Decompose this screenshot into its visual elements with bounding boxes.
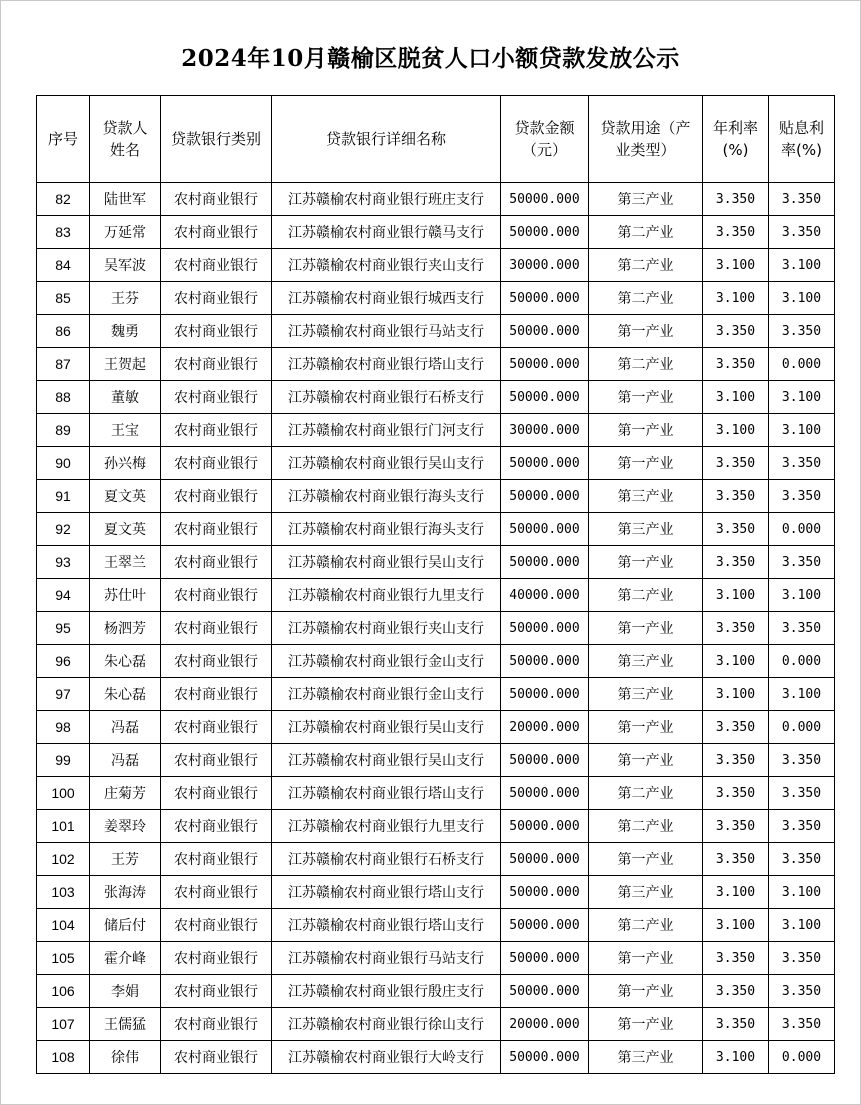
- cell-bank-detail: 江苏赣榆农村商业银行徐山支行: [272, 1008, 501, 1041]
- cell-rate: 3.100: [703, 678, 769, 711]
- cell-rate: 3.350: [703, 1008, 769, 1041]
- cell-bank-type: 农村商业银行: [161, 744, 272, 777]
- cell-borrower-name: 朱心磊: [90, 678, 161, 711]
- cell-amount: 50000.000: [501, 909, 589, 942]
- cell-subsidy-rate: 3.350: [769, 777, 835, 810]
- cell-seq: 103: [37, 876, 90, 909]
- cell-usage: 第一产业: [589, 843, 703, 876]
- cell-seq: 84: [37, 249, 90, 282]
- cell-rate: 3.350: [703, 975, 769, 1008]
- cell-usage: 第一产业: [589, 744, 703, 777]
- cell-subsidy-rate: 3.350: [769, 1008, 835, 1041]
- cell-subsidy-rate: 3.350: [769, 315, 835, 348]
- cell-bank-detail: 江苏赣榆农村商业银行吴山支行: [272, 447, 501, 480]
- cell-borrower-name: 魏勇: [90, 315, 161, 348]
- cell-usage: 第三产业: [589, 645, 703, 678]
- cell-subsidy-rate: 3.100: [769, 678, 835, 711]
- cell-amount: 50000.000: [501, 942, 589, 975]
- cell-subsidy-rate: 3.100: [769, 249, 835, 282]
- cell-seq: 95: [37, 612, 90, 645]
- cell-usage: 第一产业: [589, 612, 703, 645]
- table-row: [37, 579, 835, 612]
- table-row: [37, 348, 835, 381]
- cell-bank-type: 农村商业银行: [161, 282, 272, 315]
- cell-usage: 第二产业: [589, 282, 703, 315]
- cell-borrower-name: 王贺起: [90, 348, 161, 381]
- cell-seq: 104: [37, 909, 90, 942]
- header-bank-type: 贷款银行类别: [161, 96, 272, 183]
- cell-usage: 第二产业: [589, 216, 703, 249]
- cell-rate: 3.350: [703, 612, 769, 645]
- cell-rate: 3.100: [703, 414, 769, 447]
- cell-bank-detail: 江苏赣榆农村商业银行吴山支行: [272, 744, 501, 777]
- cell-rate: 3.350: [703, 348, 769, 381]
- cell-bank-detail: 江苏赣榆农村商业银行夹山支行: [272, 249, 501, 282]
- cell-borrower-name: 张海涛: [90, 876, 161, 909]
- cell-bank-detail: 江苏赣榆农村商业银行吴山支行: [272, 546, 501, 579]
- cell-rate: 3.100: [703, 249, 769, 282]
- cell-usage: 第二产业: [589, 810, 703, 843]
- cell-rate: 3.350: [703, 777, 769, 810]
- cell-seq: 85: [37, 282, 90, 315]
- table-row: [37, 546, 835, 579]
- cell-bank-detail: 江苏赣榆农村商业银行塔山支行: [272, 876, 501, 909]
- cell-seq: 83: [37, 216, 90, 249]
- cell-seq: 107: [37, 1008, 90, 1041]
- table-row: [37, 447, 835, 480]
- cell-subsidy-rate: 0.000: [769, 513, 835, 546]
- cell-bank-type: 农村商业银行: [161, 183, 272, 216]
- header-seq: 序号: [37, 96, 90, 183]
- cell-rate: 3.100: [703, 876, 769, 909]
- header-usage: 贷款用途（产 业类型）: [589, 96, 703, 183]
- cell-seq: 101: [37, 810, 90, 843]
- cell-bank-detail: 江苏赣榆农村商业银行大岭支行: [272, 1041, 501, 1074]
- cell-bank-detail: 江苏赣榆农村商业银行石桥支行: [272, 381, 501, 414]
- header-name: 贷款人 姓名: [90, 96, 161, 183]
- cell-usage: 第一产业: [589, 975, 703, 1008]
- cell-usage: 第三产业: [589, 513, 703, 546]
- cell-borrower-name: 董敏: [90, 381, 161, 414]
- cell-bank-type: 农村商业银行: [161, 645, 272, 678]
- cell-usage: 第二产业: [589, 348, 703, 381]
- cell-amount: 50000.000: [501, 777, 589, 810]
- cell-subsidy-rate: 3.100: [769, 876, 835, 909]
- cell-seq: 93: [37, 546, 90, 579]
- cell-rate: 3.350: [703, 744, 769, 777]
- cell-usage: 第二产业: [589, 777, 703, 810]
- cell-subsidy-rate: 0.000: [769, 645, 835, 678]
- cell-amount: 50000.000: [501, 447, 589, 480]
- cell-bank-type: 农村商业银行: [161, 612, 272, 645]
- cell-bank-type: 农村商业银行: [161, 315, 272, 348]
- cell-borrower-name: 杨泗芳: [90, 612, 161, 645]
- cell-subsidy-rate: 3.100: [769, 579, 835, 612]
- cell-amount: 50000.000: [501, 678, 589, 711]
- cell-subsidy-rate: 3.350: [769, 480, 835, 513]
- cell-bank-detail: 江苏赣榆农村商业银行金山支行: [272, 645, 501, 678]
- cell-rate: 3.100: [703, 282, 769, 315]
- cell-amount: 50000.000: [501, 315, 589, 348]
- cell-borrower-name: 朱心磊: [90, 645, 161, 678]
- cell-bank-type: 农村商业银行: [161, 942, 272, 975]
- cell-amount: 50000.000: [501, 480, 589, 513]
- cell-subsidy-rate: 3.350: [769, 612, 835, 645]
- cell-usage: 第一产业: [589, 711, 703, 744]
- cell-bank-detail: 江苏赣榆农村商业银行塔山支行: [272, 348, 501, 381]
- cell-amount: 50000.000: [501, 348, 589, 381]
- table-row: [37, 249, 835, 282]
- table-row: [37, 183, 835, 216]
- cell-seq: 102: [37, 843, 90, 876]
- cell-borrower-name: 霍介峰: [90, 942, 161, 975]
- cell-rate: 3.350: [703, 843, 769, 876]
- table-row: [37, 843, 835, 876]
- table-row: [37, 1008, 835, 1041]
- cell-bank-type: 农村商业银行: [161, 909, 272, 942]
- cell-bank-detail: 江苏赣榆农村商业银行塔山支行: [272, 909, 501, 942]
- table-row: [37, 216, 835, 249]
- cell-seq: 92: [37, 513, 90, 546]
- cell-bank-detail: 江苏赣榆农村商业银行班庄支行: [272, 183, 501, 216]
- cell-subsidy-rate: 3.350: [769, 546, 835, 579]
- cell-rate: 3.100: [703, 1041, 769, 1074]
- cell-usage: 第一产业: [589, 381, 703, 414]
- cell-rate: 3.350: [703, 810, 769, 843]
- cell-bank-type: 农村商业银行: [161, 777, 272, 810]
- cell-amount: 50000.000: [501, 744, 589, 777]
- cell-borrower-name: 储后付: [90, 909, 161, 942]
- cell-bank-type: 农村商业银行: [161, 381, 272, 414]
- cell-seq: 82: [37, 183, 90, 216]
- table-row: [37, 942, 835, 975]
- cell-amount: 50000.000: [501, 975, 589, 1008]
- cell-usage: 第一产业: [589, 447, 703, 480]
- cell-bank-type: 农村商业银行: [161, 513, 272, 546]
- loan-table: [36, 95, 835, 1074]
- cell-seq: 105: [37, 942, 90, 975]
- cell-usage: 第三产业: [589, 678, 703, 711]
- table-row: [37, 612, 835, 645]
- cell-subsidy-rate: 3.100: [769, 282, 835, 315]
- table-row: [37, 810, 835, 843]
- cell-subsidy-rate: 0.000: [769, 711, 835, 744]
- cell-subsidy-rate: 3.100: [769, 414, 835, 447]
- cell-subsidy-rate: 3.100: [769, 909, 835, 942]
- cell-bank-type: 农村商业银行: [161, 249, 272, 282]
- cell-bank-detail: 江苏赣榆农村商业银行海头支行: [272, 480, 501, 513]
- cell-usage: 第一产业: [589, 942, 703, 975]
- table-row: [37, 513, 835, 546]
- cell-bank-detail: 江苏赣榆农村商业银行九里支行: [272, 579, 501, 612]
- cell-borrower-name: 王宝: [90, 414, 161, 447]
- cell-seq: 98: [37, 711, 90, 744]
- cell-borrower-name: 夏文英: [90, 480, 161, 513]
- cell-rate: 3.350: [703, 711, 769, 744]
- table-row: [37, 480, 835, 513]
- cell-amount: 50000.000: [501, 546, 589, 579]
- cell-rate: 3.350: [703, 513, 769, 546]
- cell-bank-detail: 江苏赣榆农村商业银行城西支行: [272, 282, 501, 315]
- cell-subsidy-rate: 3.350: [769, 744, 835, 777]
- cell-amount: 50000.000: [501, 876, 589, 909]
- cell-usage: 第一产业: [589, 414, 703, 447]
- cell-amount: 50000.000: [501, 645, 589, 678]
- cell-subsidy-rate: 3.350: [769, 942, 835, 975]
- cell-borrower-name: 王儒猛: [90, 1008, 161, 1041]
- cell-usage: 第一产业: [589, 1008, 703, 1041]
- cell-amount: 50000.000: [501, 843, 589, 876]
- cell-bank-detail: 江苏赣榆农村商业银行九里支行: [272, 810, 501, 843]
- cell-bank-detail: 江苏赣榆农村商业银行夹山支行: [272, 612, 501, 645]
- header-bank-detail: 贷款银行详细名称: [272, 96, 501, 183]
- cell-bank-type: 农村商业银行: [161, 447, 272, 480]
- cell-bank-type: 农村商业银行: [161, 546, 272, 579]
- cell-usage: 第二产业: [589, 249, 703, 282]
- cell-rate: 3.350: [703, 546, 769, 579]
- cell-bank-type: 农村商业银行: [161, 876, 272, 909]
- cell-seq: 100: [37, 777, 90, 810]
- cell-rate: 3.350: [703, 447, 769, 480]
- cell-seq: 99: [37, 744, 90, 777]
- header-subsidy-rate: 贴息利 率(%): [769, 96, 835, 183]
- table-body: [37, 183, 835, 1074]
- cell-rate: 3.350: [703, 183, 769, 216]
- cell-borrower-name: 王芬: [90, 282, 161, 315]
- table-row: [37, 876, 835, 909]
- cell-borrower-name: 姜翠玲: [90, 810, 161, 843]
- cell-subsidy-rate: 0.000: [769, 348, 835, 381]
- cell-rate: 3.100: [703, 381, 769, 414]
- cell-bank-type: 农村商业银行: [161, 711, 272, 744]
- cell-usage: 第一产业: [589, 315, 703, 348]
- cell-usage: 第三产业: [589, 1041, 703, 1074]
- cell-seq: 90: [37, 447, 90, 480]
- cell-amount: 50000.000: [501, 513, 589, 546]
- cell-bank-type: 农村商业银行: [161, 216, 272, 249]
- table-row: [37, 975, 835, 1008]
- cell-borrower-name: 冯磊: [90, 744, 161, 777]
- page-title: 2024年10月赣榆区脱贫人口小额贷款发放公示: [181, 45, 680, 72]
- table-row: [37, 414, 835, 447]
- cell-subsidy-rate: 3.350: [769, 447, 835, 480]
- cell-rate: 3.350: [703, 216, 769, 249]
- cell-amount: 30000.000: [501, 249, 589, 282]
- cell-seq: 96: [37, 645, 90, 678]
- header-amount: 贷款金额 （元）: [501, 96, 589, 183]
- cell-bank-detail: 江苏赣榆农村商业银行马站支行: [272, 315, 501, 348]
- cell-usage: 第三产业: [589, 876, 703, 909]
- cell-borrower-name: 徐伟: [90, 1041, 161, 1074]
- cell-borrower-name: 王芳: [90, 843, 161, 876]
- cell-usage: 第二产业: [589, 909, 703, 942]
- cell-bank-detail: 江苏赣榆农村商业银行殷庄支行: [272, 975, 501, 1008]
- cell-amount: 50000.000: [501, 183, 589, 216]
- table-row: [37, 1041, 835, 1074]
- cell-usage: 第二产业: [589, 579, 703, 612]
- cell-bank-detail: 江苏赣榆农村商业银行石桥支行: [272, 843, 501, 876]
- cell-subsidy-rate: 3.350: [769, 975, 835, 1008]
- cell-rate: 3.100: [703, 579, 769, 612]
- table-row: [37, 282, 835, 315]
- cell-amount: 20000.000: [501, 1008, 589, 1041]
- table-row: [37, 909, 835, 942]
- cell-seq: 94: [37, 579, 90, 612]
- cell-rate: 3.100: [703, 909, 769, 942]
- cell-bank-type: 农村商业银行: [161, 843, 272, 876]
- cell-amount: 50000.000: [501, 1041, 589, 1074]
- cell-subsidy-rate: 3.350: [769, 216, 835, 249]
- cell-usage: 第三产业: [589, 480, 703, 513]
- cell-bank-detail: 江苏赣榆农村商业银行塔山支行: [272, 777, 501, 810]
- cell-seq: 108: [37, 1041, 90, 1074]
- cell-bank-detail: 江苏赣榆农村商业银行赣马支行: [272, 216, 501, 249]
- cell-amount: 50000.000: [501, 216, 589, 249]
- table-row: [37, 315, 835, 348]
- cell-subsidy-rate: 3.350: [769, 843, 835, 876]
- cell-subsidy-rate: 3.350: [769, 810, 835, 843]
- cell-amount: 50000.000: [501, 810, 589, 843]
- cell-seq: 86: [37, 315, 90, 348]
- cell-bank-detail: 江苏赣榆农村商业银行门河支行: [272, 414, 501, 447]
- cell-seq: 106: [37, 975, 90, 1008]
- cell-bank-type: 农村商业银行: [161, 480, 272, 513]
- cell-bank-detail: 江苏赣榆农村商业银行吴山支行: [272, 711, 501, 744]
- cell-borrower-name: 万延常: [90, 216, 161, 249]
- cell-amount: 20000.000: [501, 711, 589, 744]
- cell-amount: 50000.000: [501, 612, 589, 645]
- cell-seq: 88: [37, 381, 90, 414]
- cell-borrower-name: 孙兴梅: [90, 447, 161, 480]
- cell-usage: 第三产业: [589, 183, 703, 216]
- cell-bank-type: 农村商业银行: [161, 579, 272, 612]
- cell-rate: 3.350: [703, 942, 769, 975]
- cell-borrower-name: 李娟: [90, 975, 161, 1008]
- cell-borrower-name: 陆世军: [90, 183, 161, 216]
- cell-usage: 第一产业: [589, 546, 703, 579]
- cell-borrower-name: 王翠兰: [90, 546, 161, 579]
- cell-bank-detail: 江苏赣榆农村商业银行马站支行: [272, 942, 501, 975]
- table-row: [37, 381, 835, 414]
- cell-bank-detail: 江苏赣榆农村商业银行海头支行: [272, 513, 501, 546]
- cell-rate: 3.100: [703, 645, 769, 678]
- cell-bank-type: 农村商业银行: [161, 678, 272, 711]
- cell-borrower-name: 夏文英: [90, 513, 161, 546]
- cell-bank-type: 农村商业银行: [161, 1041, 272, 1074]
- cell-subsidy-rate: 0.000: [769, 1041, 835, 1074]
- cell-bank-type: 农村商业银行: [161, 414, 272, 447]
- table-row: [37, 744, 835, 777]
- cell-subsidy-rate: 3.350: [769, 183, 835, 216]
- cell-bank-type: 农村商业银行: [161, 810, 272, 843]
- cell-borrower-name: 冯磊: [90, 711, 161, 744]
- cell-seq: 87: [37, 348, 90, 381]
- cell-bank-type: 农村商业银行: [161, 1008, 272, 1041]
- cell-bank-detail: 江苏赣榆农村商业银行金山支行: [272, 678, 501, 711]
- cell-bank-type: 农村商业银行: [161, 348, 272, 381]
- cell-seq: 89: [37, 414, 90, 447]
- cell-seq: 91: [37, 480, 90, 513]
- cell-rate: 3.350: [703, 480, 769, 513]
- cell-amount: 50000.000: [501, 282, 589, 315]
- table-row: [37, 777, 835, 810]
- cell-subsidy-rate: 3.100: [769, 381, 835, 414]
- cell-bank-type: 农村商业银行: [161, 975, 272, 1008]
- cell-borrower-name: 苏仕叶: [90, 579, 161, 612]
- table-row: [37, 645, 835, 678]
- table-row: [37, 678, 835, 711]
- cell-amount: 50000.000: [501, 381, 589, 414]
- cell-rate: 3.350: [703, 315, 769, 348]
- cell-borrower-name: 庄菊芳: [90, 777, 161, 810]
- header-row: [37, 96, 835, 183]
- cell-borrower-name: 吴军波: [90, 249, 161, 282]
- header-rate: 年利率 (%): [703, 96, 769, 183]
- cell-amount: 40000.000: [501, 579, 589, 612]
- cell-amount: 30000.000: [501, 414, 589, 447]
- cell-seq: 97: [37, 678, 90, 711]
- table-row: [37, 711, 835, 744]
